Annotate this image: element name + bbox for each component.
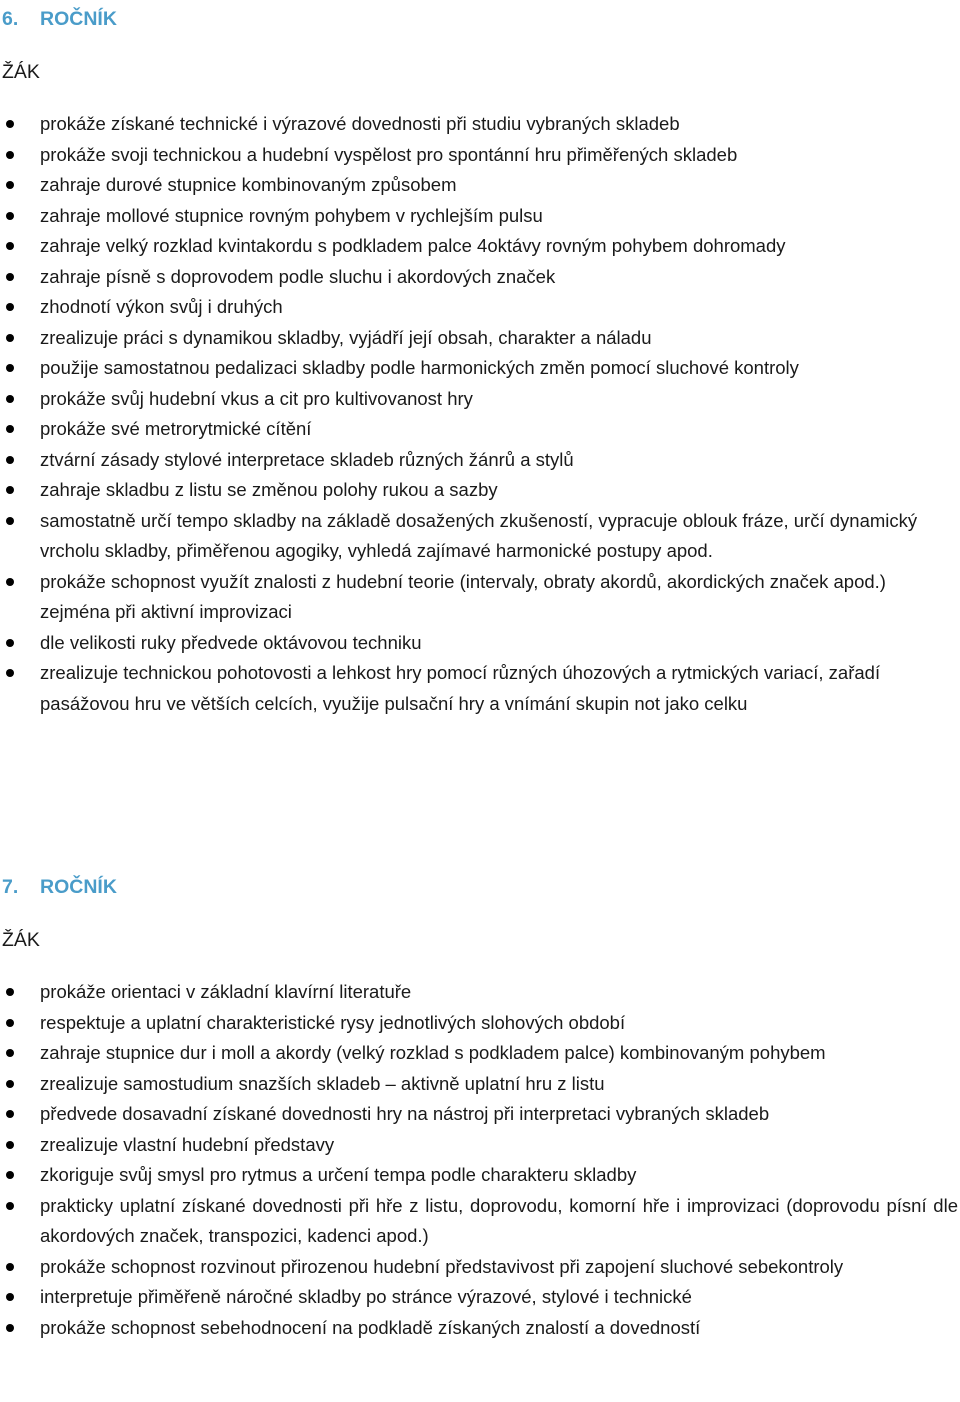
list-item: zahraje stupnice dur i moll a akordy (velký rozklad s podkladem palce) kombinovaným pohybem (0, 1038, 960, 1069)
bullet-icon (6, 425, 14, 433)
list-item: zahraje durové stupnice kombinovaným způsobem (0, 170, 960, 201)
list-item: ztvární zásady stylové interpretace skladeb různých žánrů a stylů (0, 445, 960, 476)
list-item: prokáže orientaci v základní klavírní literatuře (0, 977, 960, 1008)
bullet-icon (6, 212, 14, 220)
section-heading-6 (2, 7, 117, 31)
list-item: prokáže získané technické i výrazové dovednosti při studiu vybraných skladeb (0, 109, 960, 140)
section-number: 7. (2, 876, 19, 898)
bullet-icon (6, 486, 14, 494)
bullet-icon (6, 1019, 14, 1027)
list-item: zahraje skladbu z listu se změnou polohy rukou a sazby (0, 475, 960, 506)
list-item: zrealizuje samostudium snazších skladeb – aktivně uplatní hru z listu (0, 1069, 960, 1100)
bullet-icon (6, 1049, 14, 1057)
list-item: prokáže schopnost sebehodnocení na podkladě získaných znalostí a dovedností (0, 1313, 960, 1344)
list-item: dle velikosti ruky předvede oktávovou techniku (0, 628, 960, 659)
bullet-icon (6, 151, 14, 159)
list-item: prokáže svoji technickou a hudební vyspělost pro spontánní hru přiměřených skladeb (0, 140, 960, 171)
bullet-icon (6, 988, 14, 996)
list-item: zrealizuje práci s dynamikou skladby, vyjádří její obsah, charakter a náladu (0, 323, 960, 354)
list-item: prakticky uplatní získané dovednosti při hře z listu, doprovodu, komorní hře i improvizaci (doprovodu písní dle akordových značek, transpozici, kadenci apod.) (0, 1191, 960, 1252)
list-item: prokáže schopnost využít znalosti z hudební teorie (intervaly, obraty akordů, akordických značek apod.) zejména při aktivní improvizaci (0, 567, 960, 628)
list-item: prokáže své metrorytmické cítění (0, 414, 960, 445)
bullet-icon (6, 1141, 14, 1149)
bullet-icon (6, 578, 14, 586)
list-item: prokáže schopnost rozvinout přirozenou hudební představivost při zapojení sluchové sebekontroly (0, 1252, 960, 1283)
bullet-icon (6, 1324, 14, 1332)
section-title: ROČNÍK (40, 8, 117, 30)
bullet-icon (6, 517, 14, 525)
bullet-icon (6, 1202, 14, 1210)
list-item: samostatně určí tempo skladby na základě dosažených zkušeností, vypracuje oblouk fráze, určí dynamický vrcholu skladby, přiměřenou agogiky, vyhledá zajímavé harmonické postupy apod. (0, 506, 960, 567)
list-item: zrealizuje vlastní hudební představy (0, 1130, 960, 1161)
list-item: zahraje velký rozklad kvintakordu s podkladem palce 4oktávy rovným pohybem dohromady (0, 231, 960, 262)
list-item: zahraje mollové stupnice rovným pohybem v rychlejším pulsu (0, 201, 960, 232)
list-item: prokáže svůj hudební vkus a cit pro kultivovanost hry (0, 384, 960, 415)
list-item: použije samostatnou pedalizaci skladby podle harmonických změn pomocí sluchové kontroly (0, 353, 960, 384)
bullet-icon (6, 303, 14, 311)
bullet-icon (6, 1110, 14, 1118)
bullet-icon (6, 395, 14, 403)
bullet-icon (6, 273, 14, 281)
list-item: interpretuje přiměřeně náročné skladby po stránce výrazové, stylové i technické (0, 1282, 960, 1313)
bullet-icon (6, 1080, 14, 1088)
bullet-icon (6, 181, 14, 189)
bullet-icon (6, 1263, 14, 1271)
section-number: 6. (2, 8, 19, 30)
bullet-icon (6, 120, 14, 128)
bullet-icon (6, 1293, 14, 1301)
bullet-icon (6, 669, 14, 677)
section-subject-6: ŽÁK (2, 61, 40, 83)
list-item: respektuje a uplatní charakteristické rysy jednotlivých slohových období (0, 1008, 960, 1039)
outcomes-list-6 (0, 109, 960, 719)
section-subject-7: ŽÁK (2, 929, 40, 951)
bullet-icon (6, 456, 14, 464)
outcomes-list-7 (0, 977, 960, 1343)
list-item: zrealizuje technickou pohotovosti a lehkost hry pomocí různých úhozových a rytmických variací, zařadí pasážovou hru ve větších celcích, využije pulsační hry a vnímání skupin not jako celku (0, 658, 960, 719)
bullet-icon (6, 639, 14, 647)
bullet-icon (6, 1171, 14, 1179)
list-item: předvede dosavadní získané dovednosti hry na nástroj při interpretaci vybraných skladeb (0, 1099, 960, 1130)
list-item: zkoriguje svůj smysl pro rytmus a určení tempa podle charakteru skladby (0, 1160, 960, 1191)
bullet-icon (6, 334, 14, 342)
list-item: zahraje písně s doprovodem podle sluchu i akordových značek (0, 262, 960, 293)
bullet-icon (6, 364, 14, 372)
section-title: ROČNÍK (40, 876, 117, 898)
bullet-icon (6, 242, 14, 250)
list-item: zhodnotí výkon svůj i druhých (0, 292, 960, 323)
section-heading-7 (2, 875, 117, 899)
